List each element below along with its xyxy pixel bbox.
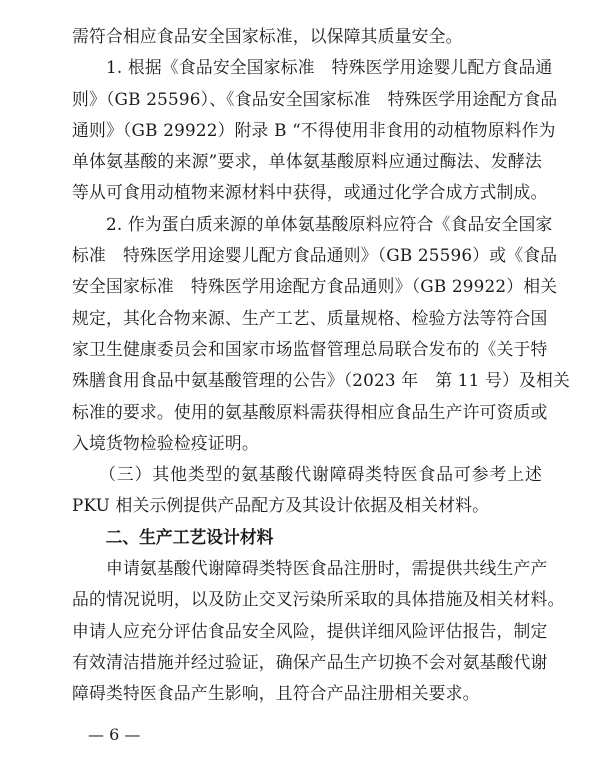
text-line: （三）其他类型的氨基酸代谢障碍类特医食品可参考上述 xyxy=(72,464,542,485)
text-line: 入境货物检验检疫证明。 xyxy=(72,432,259,453)
page-number: — 6 — xyxy=(88,725,141,744)
text-line: 申请人应充分评估食品安全风险，提供详细风险评估报告，制定 xyxy=(72,620,548,641)
text-line: PKU 相关示例提供产品配方及其设计依据及相关材料。 xyxy=(72,495,490,516)
text-line: 等从可食用动植物来源材料中获得，或通过化学合成方式制成。 xyxy=(72,182,548,203)
text-line: 申请氨基酸代谢障碍类特医食品注册时，需提供共线生产产 xyxy=(72,558,548,579)
text-line: 1. 根据《食品安全国家标准 特殊医学用途婴儿配方食品通 xyxy=(72,57,553,78)
section-heading: 二、生产工艺设计材料 xyxy=(72,526,274,547)
text-line: 规定，其化合物来源、生产工艺、质量规格、检验方法等符合国 xyxy=(72,307,548,328)
text-line: 单体氨基酸的来源”要求，单体氨基酸原料应通过酶法、发酵法 xyxy=(72,151,542,172)
text-line: 标准 特殊医学用途婴儿配方食品通则》（GB 25596）或《食品 xyxy=(72,245,558,266)
document-body xyxy=(72,21,571,710)
text-line: 品的情况说明，以及防止交叉污染所采取的具体措施及相关材料。 xyxy=(72,589,565,610)
text-line: 安全国家标准 特殊医学用途配方食品通则》（GB 29922）相关 xyxy=(72,276,558,297)
text-line: 则》（GB 25596）、《食品安全国家标准 特殊医学用途配方食品 xyxy=(72,88,558,109)
text-line: 有效清洁措施并经过验证，确保产品生产切换不会对氨基酸代谢 xyxy=(72,651,548,672)
text-line: 标准的要求。使用的氨基酸原料需获得相应食品生产许可资质或 xyxy=(72,401,548,422)
text-line: 2. 作为蛋白质来源的单体氨基酸原料应符合《食品安全国家 xyxy=(72,213,553,234)
text-line: 需符合相应食品安全国家标准，以保障其质量安全。 xyxy=(72,26,463,46)
text-line: 通则》（GB 29922）附录 B “不得使用非食用的动植物原料作为 xyxy=(72,119,556,140)
text-line: 殊膳食用食品中氨基酸管理的公告》（2023 年 第 11 号）及相关 xyxy=(72,370,571,391)
text-line: 障碍类特医食品产生影响，且符合产品注册相关要求。 xyxy=(72,683,480,704)
text-line: 家卫生健康委员会和国家市场监督管理总局联合发布的《关于特 xyxy=(72,338,548,359)
